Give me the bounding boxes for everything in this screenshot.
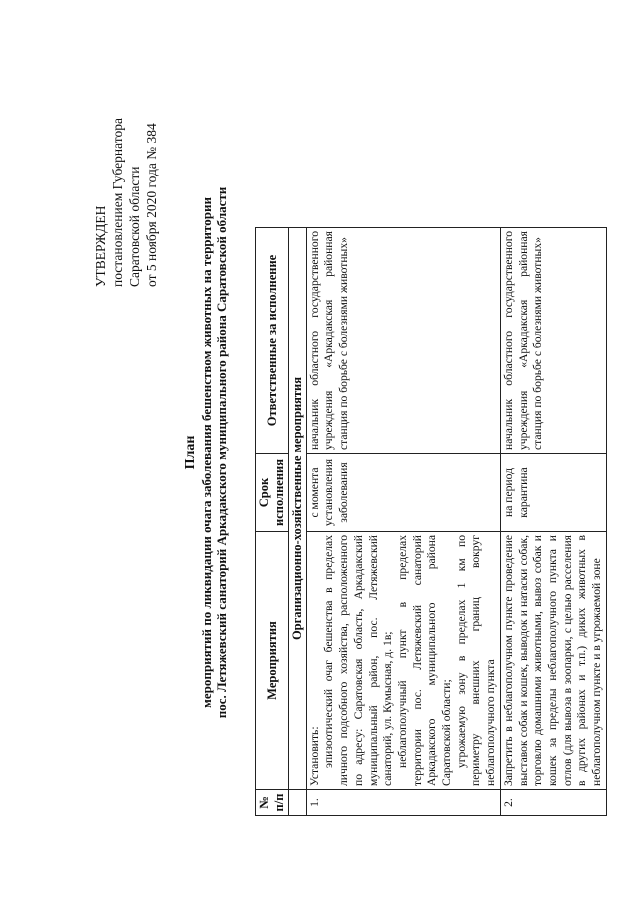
row-term: с момента установления заболевания [306, 454, 500, 532]
document-subtitle [199, 0, 229, 905]
subtitle-line: пос. Летяжевский санаторий Аркадакского муниципального района Саратовской области [214, 186, 229, 719]
header-action: Мероприятия [256, 532, 289, 790]
row-responsible: начальник областного государственного учреждения «Аркадакская районная станция по борьбе с болезнями животных» [500, 228, 606, 454]
approval-line: постановлением Губернатора [110, 118, 125, 287]
section-row [289, 228, 307, 816]
action-paragraph: неблагополучный пункт в пределах территории пос. Летяжевский санаторий Аркадакского муниципального района Саратовской области; [395, 535, 454, 786]
header-responsible: Ответственные за исполнение [256, 228, 289, 454]
measures-table [255, 227, 607, 816]
section-title: Организационно-хозяйственные мероприятия [289, 228, 307, 790]
approval-line: Саратовской области [127, 166, 142, 287]
approval-heading: УТВЕРЖДЕН [93, 205, 108, 287]
header-term: Срок исполнения [256, 454, 289, 532]
row-responsible: начальник областного государственного учреждения «Аркадакская районная станция по борьбе с болезнями животных» [306, 228, 500, 454]
document-title: План [183, 435, 198, 470]
table-row [500, 228, 606, 816]
subtitle-line: мероприятий по ликвидации очага заболевания бешенством животных на территории [199, 197, 214, 708]
table-row [306, 228, 500, 816]
approval-date: от 5 ноября 2020 года № 384 [144, 123, 159, 287]
row-action [306, 532, 500, 790]
row-action: Запретить в неблагополучном пункте проведение выставок собак и кошек, выводок и натаски собак, торговлю домашними животными, вывоз собак и кошек за пределы неблагополучного пункта и отлов (для вывоза в зоопарки, с целью расселения в других районах и т.п.) диких животных в неблагополучном пункте и в угрожаемой зоне [500, 532, 606, 790]
approval-stamp [92, 118, 160, 287]
row-number: 1. [306, 790, 500, 816]
row-number: 2. [500, 790, 606, 816]
section-empty-cell [289, 790, 307, 816]
row-term: на период карантина [500, 454, 606, 532]
action-intro: Установить: [307, 726, 321, 786]
header-num: № п/п [256, 790, 289, 816]
table-header-row [256, 228, 289, 816]
action-paragraph: угрожаемую зону в пределах 1 км по периметру внешних границ вокруг неблагополучного пункта [454, 535, 498, 786]
action-paragraph: эпизоотический очаг бешенства в пределах личного подсобного хозяйства, расположенного по адресу: Саратовская область, Аркадакский муниципальный район, пос. Летяжевский санаторий, ул. Кумысная, д. 1в; [322, 535, 395, 786]
